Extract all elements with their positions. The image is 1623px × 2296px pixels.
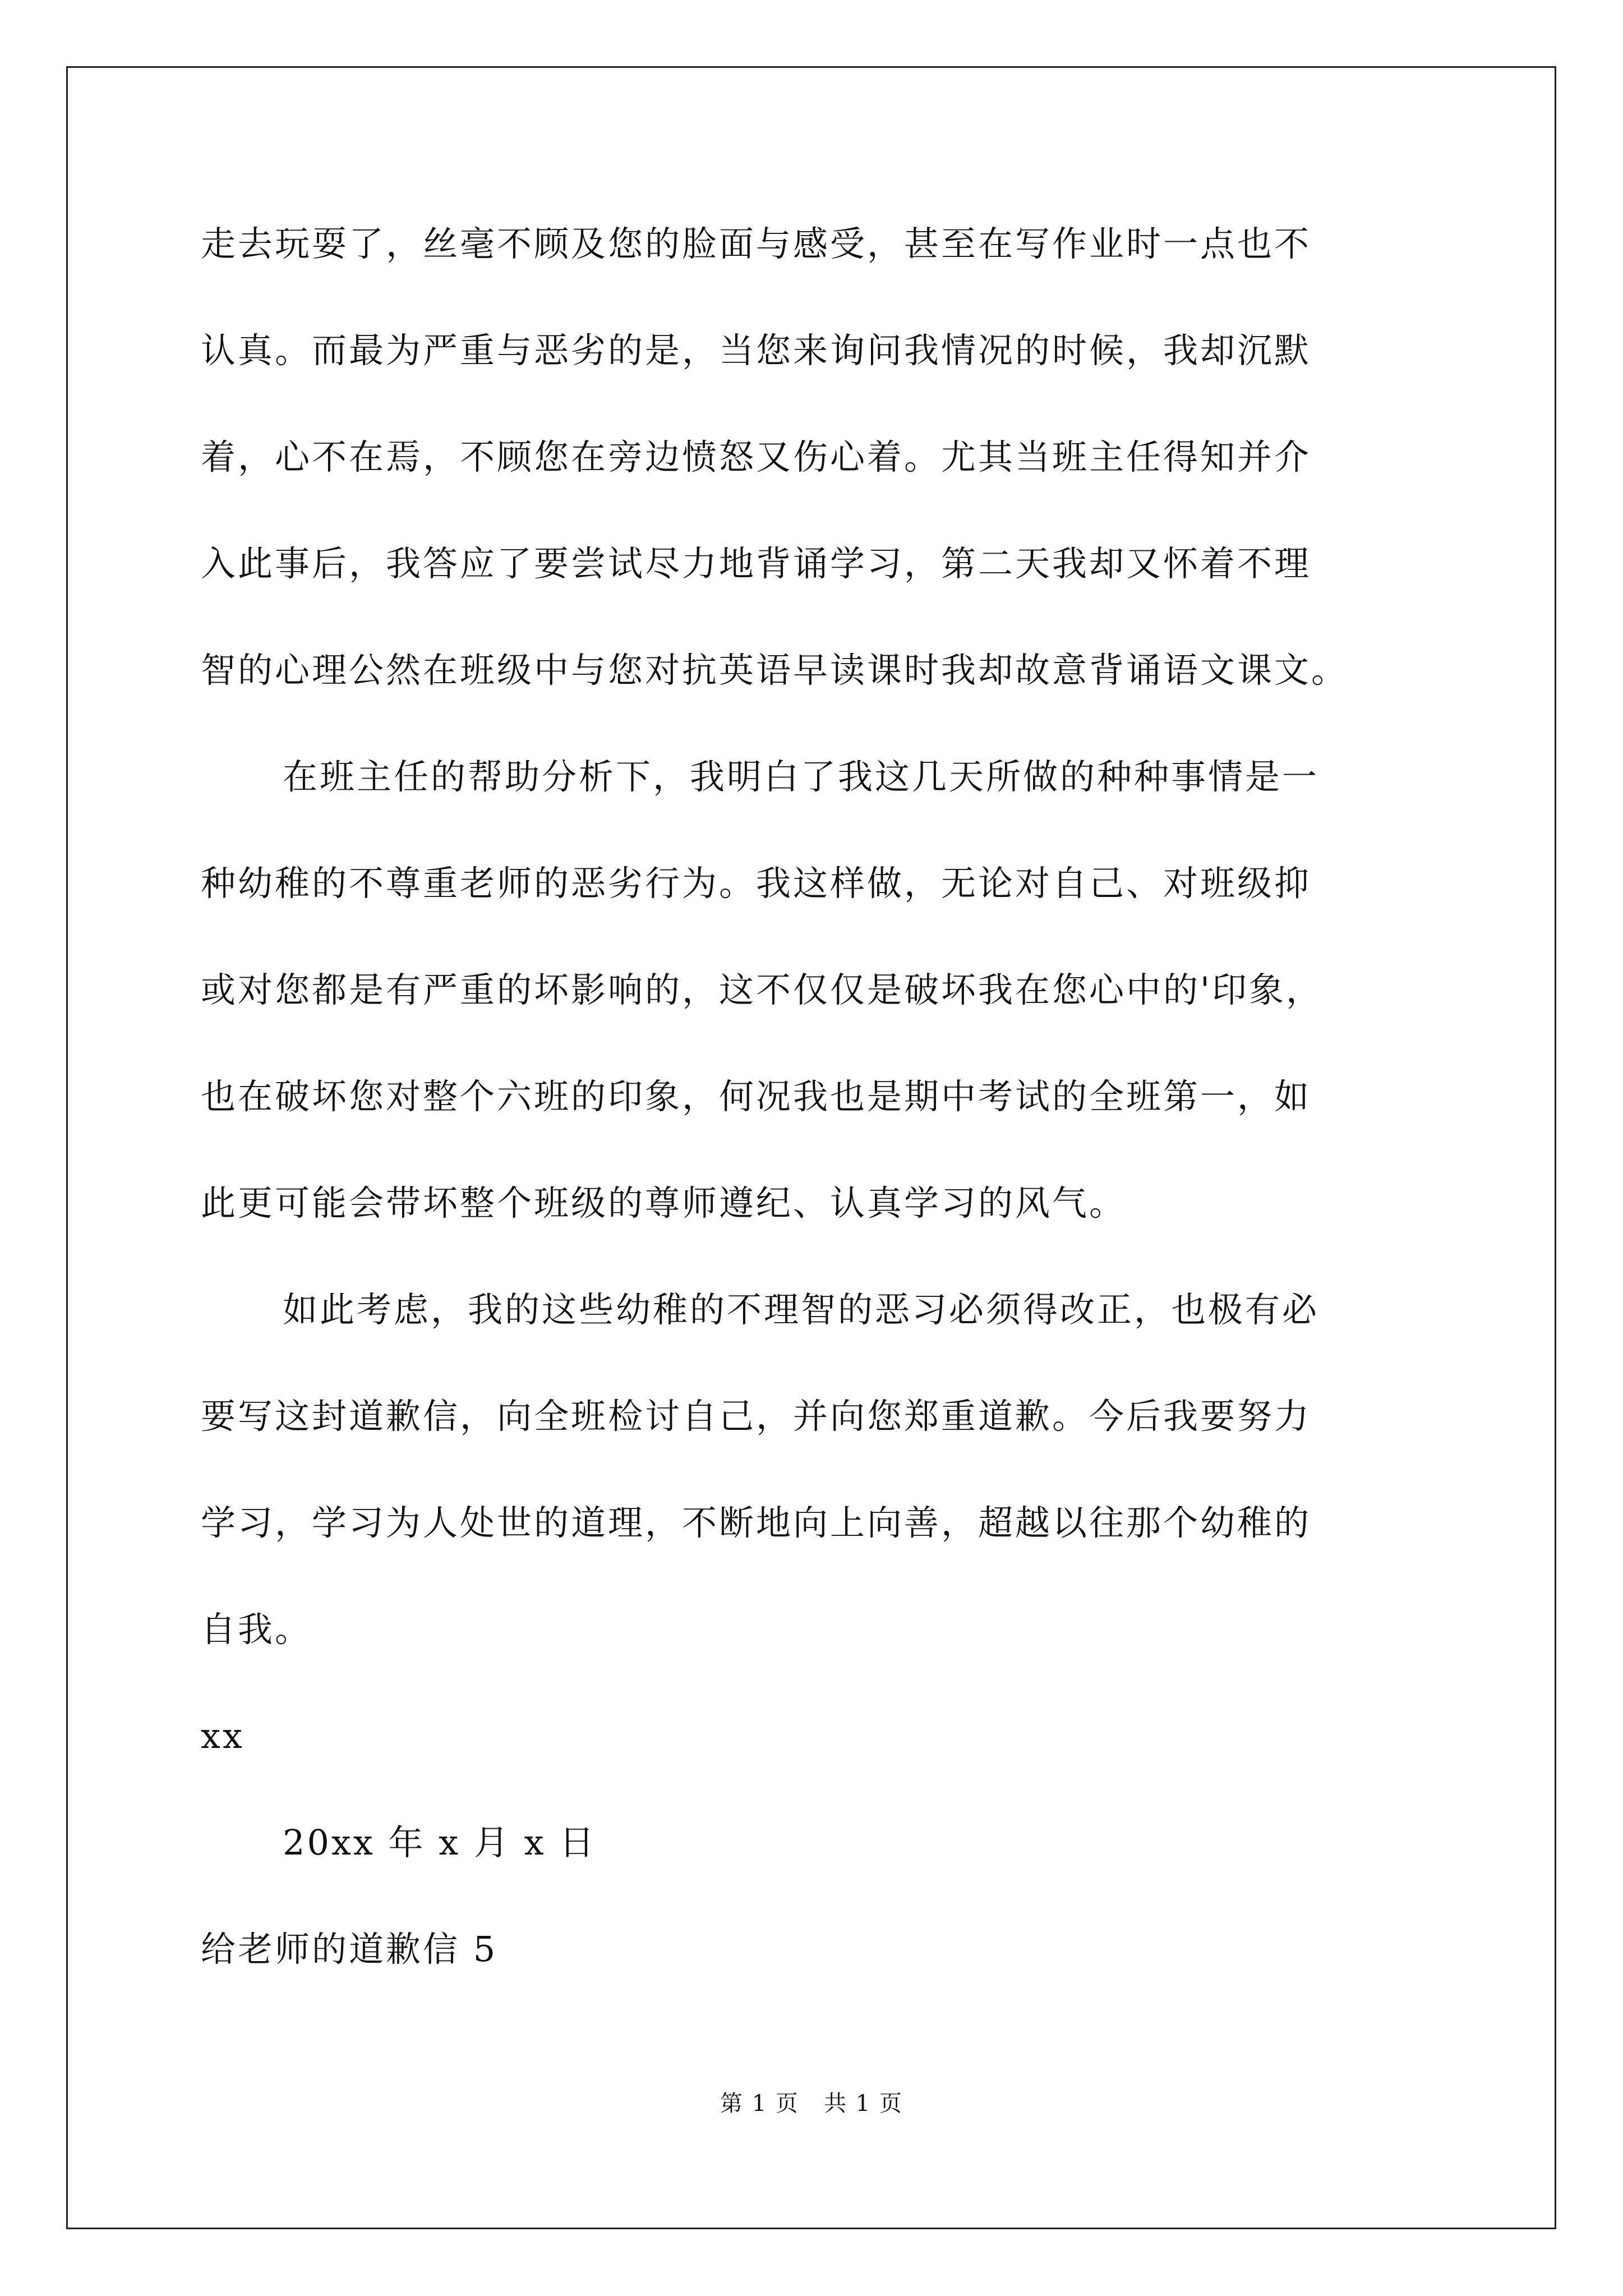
paragraph-line: 或对您都是有严重的坏影响的，这不仅仅是破坏我在您心中的'印象， [201,969,1324,1010]
paragraph-line: 智的心理公然在班级中与您对抗英语早读课时我却故意背诵语文课文。 [201,650,1349,691]
paragraph-line: 如此考虑，我的这些幼稚的不理智的恶习必须得改正，也极有必 [283,1289,1320,1330]
page-number-footer: 第 1 页 共 1 页 [720,2091,903,2116]
paragraph-line: 入此事后，我答应了要尝试尽力地背诵学习，第二天我却又怀着不理 [201,543,1312,584]
paragraph-line: 也在破坏您对整个六班的印象，何况我也是期中考试的全班第一，如 [201,1076,1312,1117]
signature-name: xx [201,1715,245,1756]
paragraph-line: 在班主任的帮助分析下，我明白了我这几天所做的种种事情是一 [283,756,1320,797]
paragraph-line: 着，心不在焉，不顾您在旁边愤怒又伤心着。尤其当班主任得知并介 [201,436,1312,477]
signature-date: 20xx 年 x 月 x 日 [283,1822,597,1863]
paragraph-line: 种幼稚的不尊重老师的恶劣行为。我这样做，无论对自己、对班级抑 [201,863,1312,904]
paragraph-line: 学习，学习为人处世的道理，不断地向上向善，超越以往那个幼稚的 [201,1502,1312,1543]
paragraph-line: 要写这封道歉信，向全班检讨自己，并向您郑重道歉。今后我要努力 [201,1396,1312,1437]
paragraph-line: 自我。 [201,1609,312,1650]
page-border [66,66,1556,2229]
paragraph-line: 认真。而最为严重与恶劣的是，当您来询问我情况的时候，我却沉默 [201,330,1312,371]
paragraph-line: 走去玩耍了，丝毫不顾及您的脸面与感受，甚至在写作业时一点也不 [201,223,1312,264]
paragraph-line: 此更可能会带坏整个班级的尊师遵纪、认真学习的风气。 [201,1182,1127,1223]
next-letter-heading: 给老师的道歉信 5 [201,1929,498,1970]
